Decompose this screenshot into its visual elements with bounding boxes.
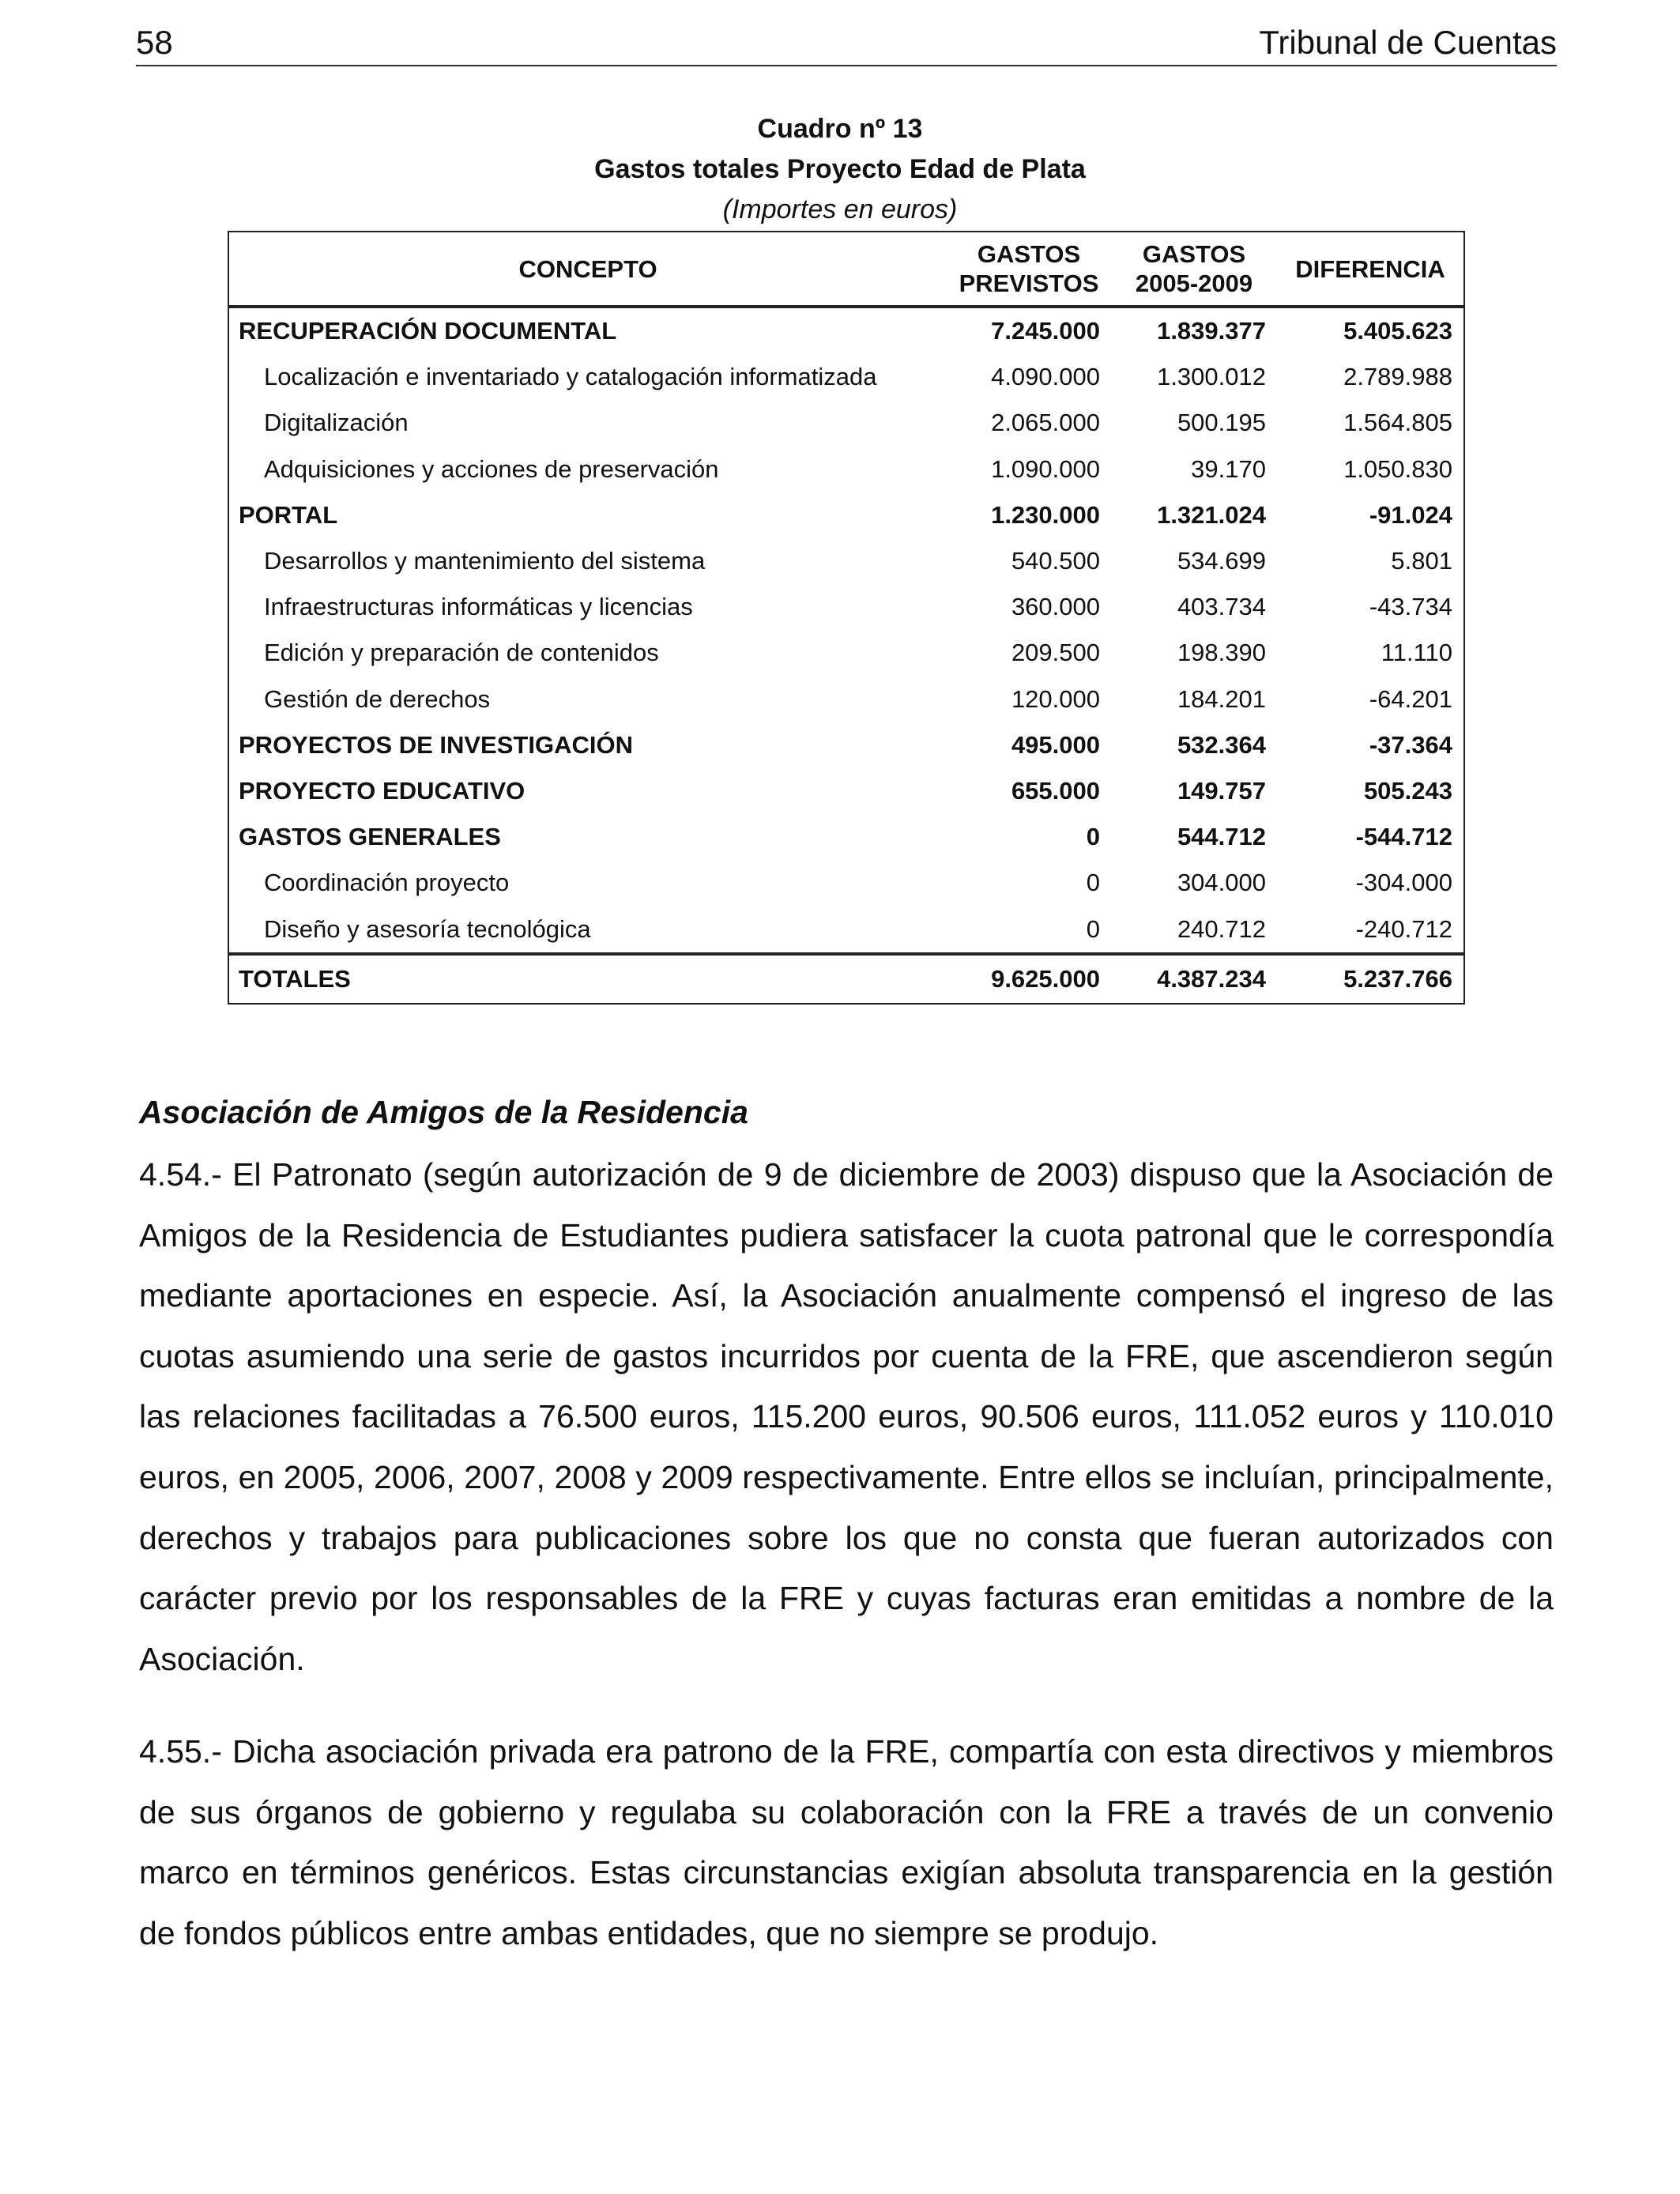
table-row [229, 677, 1463, 722]
cell-concepto: RECUPERACIÓN DOCUMENTAL [239, 317, 617, 345]
cell-previstos: 495.000 [1011, 730, 1100, 759]
cell-concepto: Desarrollos y mantenimiento del sistema [264, 547, 706, 575]
cell-concepto: PORTAL [239, 500, 338, 529]
cell-previstos: 7.245.000 [991, 317, 1100, 345]
paragraph-4-54: 4.54.- El Patronato (según autorización de 9 de diciembre de 2003) dispuso que la Asociación de Amigos de la Residencia de Estudiantes pudiera satisfacer la cuota patronal que le correspondía mediante aportaciones en especie. Así, la Asociación anualmente compensó el ingreso de las cuotas asumiendo una serie de gastos incurridos por cuenta de la FRE, que ascendieron según las relaciones facilitadas a 76.500 euros, 115.200 euros, 90.506 euros, 111.052 euros y 110.010 euros, en 2005, 2006, 2007, 2008 y 2009 respectivamente. Entre ellos se incluían, principalmente, derechos y trabajos para publicaciones sobre los que no consta que fueran autorizados con carácter previo por los responsables de la FRE y cuyas facturas eran emitidas a nombre de la Asociación. [139, 1156, 1554, 1677]
table-row [229, 492, 1463, 538]
table-label: Cuadro nº 13 [757, 114, 923, 144]
section-heading: Asociación de Amigos de la Residencia [139, 1094, 748, 1130]
cell-previstos: 1.090.000 [991, 454, 1100, 483]
cell-totals-diferencia: 5.237.766 [1277, 954, 1463, 1003]
cell-diferencia: -37.364 [1369, 730, 1452, 759]
cell-totals-realizados: 4.387.234 [1111, 954, 1277, 1003]
cell-previstos: 0 [1086, 823, 1100, 851]
cell-concepto: Infraestructuras informáticas y licencias [264, 593, 693, 621]
cell-diferencia: 1.050.830 [1343, 454, 1452, 483]
cell-realizados: 198.390 [1177, 639, 1266, 667]
table-row [229, 354, 1463, 400]
totals-row [229, 954, 1463, 1003]
cell-realizados: 500.195 [1177, 409, 1266, 437]
cell-realizados: 544.712 [1177, 823, 1266, 851]
cell-diferencia: -64.201 [1369, 684, 1452, 713]
cell-concepto: GASTOS GENERALES [239, 823, 501, 851]
cell-concepto: Edición y preparación de contenidos [264, 639, 659, 667]
table-row [229, 400, 1463, 446]
col-header-diferencia: DIFERENCIA [1277, 232, 1463, 307]
cell-diferencia: -43.734 [1369, 593, 1452, 621]
cell-previstos: 4.090.000 [991, 363, 1100, 391]
cell-previstos: 360.000 [1011, 593, 1100, 621]
cell-concepto: Adquisiciones y acciones de preservación [264, 454, 719, 483]
cell-previstos: 655.000 [1011, 776, 1100, 805]
cell-concepto: Diseño y asesoría tecnológica [264, 914, 591, 943]
cell-diferencia: 2.789.988 [1343, 363, 1452, 391]
table-row [229, 538, 1463, 584]
table-row [229, 447, 1463, 492]
cell-concepto: PROYECTOS DE INVESTIGACIÓN [239, 730, 633, 759]
table-row [229, 906, 1463, 953]
cell-previstos: 1.230.000 [991, 500, 1100, 529]
cell-realizados: 1.321.024 [1157, 500, 1266, 529]
cell-diferencia: -91.024 [1369, 500, 1452, 529]
paragraph-4-55: 4.55.- Dicha asociación privada era patrono de la FRE, compartía con esta directivos y miembros de sus órganos de gobierno y regulaba su colaboración con la FRE a través de un convenio marco en términos genéricos. Estas circunstancias exigían absoluta transparencia en la gestión de fondos públicos entre ambas entidades, que no siempre se produjo. [139, 1733, 1554, 1951]
page-number: 58 [136, 24, 173, 61]
cell-realizados: 240.712 [1177, 914, 1266, 943]
cell-diferencia: 5.405.623 [1343, 317, 1452, 345]
table-row [229, 722, 1463, 768]
cell-previstos: 2.065.000 [991, 409, 1100, 437]
cell-diferencia: -240.712 [1355, 914, 1452, 943]
cell-previstos: 209.500 [1011, 639, 1100, 667]
cell-diferencia: 505.243 [1363, 776, 1452, 805]
table-header-row [229, 232, 1463, 307]
table-row [229, 630, 1463, 676]
cell-totals-label: TOTALES [229, 954, 947, 1003]
cell-realizados: 184.201 [1177, 684, 1266, 713]
cell-totals-previstos: 9.625.000 [947, 954, 1111, 1003]
cell-previstos: 0 [1086, 869, 1100, 897]
table-row [229, 584, 1463, 630]
running-head: Tribunal de Cuentas [1259, 24, 1557, 61]
cell-realizados: 1.839.377 [1157, 317, 1266, 345]
cell-diferencia: 11.110 [1381, 639, 1452, 667]
table-title: Gastos totales Proyecto Edad de Plata [594, 154, 1086, 184]
cell-previstos: 120.000 [1011, 684, 1100, 713]
cell-concepto: Coordinación proyecto [264, 869, 510, 897]
cell-concepto: Gestión de derechos [264, 684, 491, 713]
col-header-concepto: CONCEPTO [229, 232, 947, 307]
cell-diferencia: -304.000 [1355, 869, 1452, 897]
table-row [229, 307, 1463, 354]
cell-previstos: 540.500 [1011, 547, 1100, 575]
table-subtitle: (Importes en euros) [722, 194, 958, 224]
cell-realizados: 534.699 [1177, 547, 1266, 575]
cell-realizados: 149.757 [1177, 776, 1266, 805]
expenses-table [228, 231, 1465, 1005]
cell-realizados: 532.364 [1177, 730, 1266, 759]
cell-realizados: 1.300.012 [1157, 363, 1266, 391]
cell-realizados: 39.170 [1191, 454, 1266, 483]
table-row [229, 860, 1463, 906]
cell-diferencia: -544.712 [1355, 823, 1452, 851]
cell-concepto: Localización e inventariado y catalogación informatizada [264, 363, 877, 391]
table-row [229, 814, 1463, 860]
cell-diferencia: 5.801 [1391, 547, 1452, 575]
page-header [136, 21, 1557, 66]
col-header-previstos: GASTOS PREVISTOS [947, 232, 1111, 307]
col-header-realizados: GASTOS 2005-2009 [1111, 232, 1277, 307]
cell-concepto: Digitalización [264, 409, 409, 437]
cell-diferencia: 1.564.805 [1343, 409, 1452, 437]
cell-previstos: 0 [1086, 914, 1100, 943]
cell-concepto: PROYECTO EDUCATIVO [239, 776, 525, 805]
cell-realizados: 403.734 [1177, 593, 1266, 621]
cell-realizados: 304.000 [1177, 869, 1266, 897]
table-row [229, 768, 1463, 814]
table-caption [0, 109, 1680, 230]
